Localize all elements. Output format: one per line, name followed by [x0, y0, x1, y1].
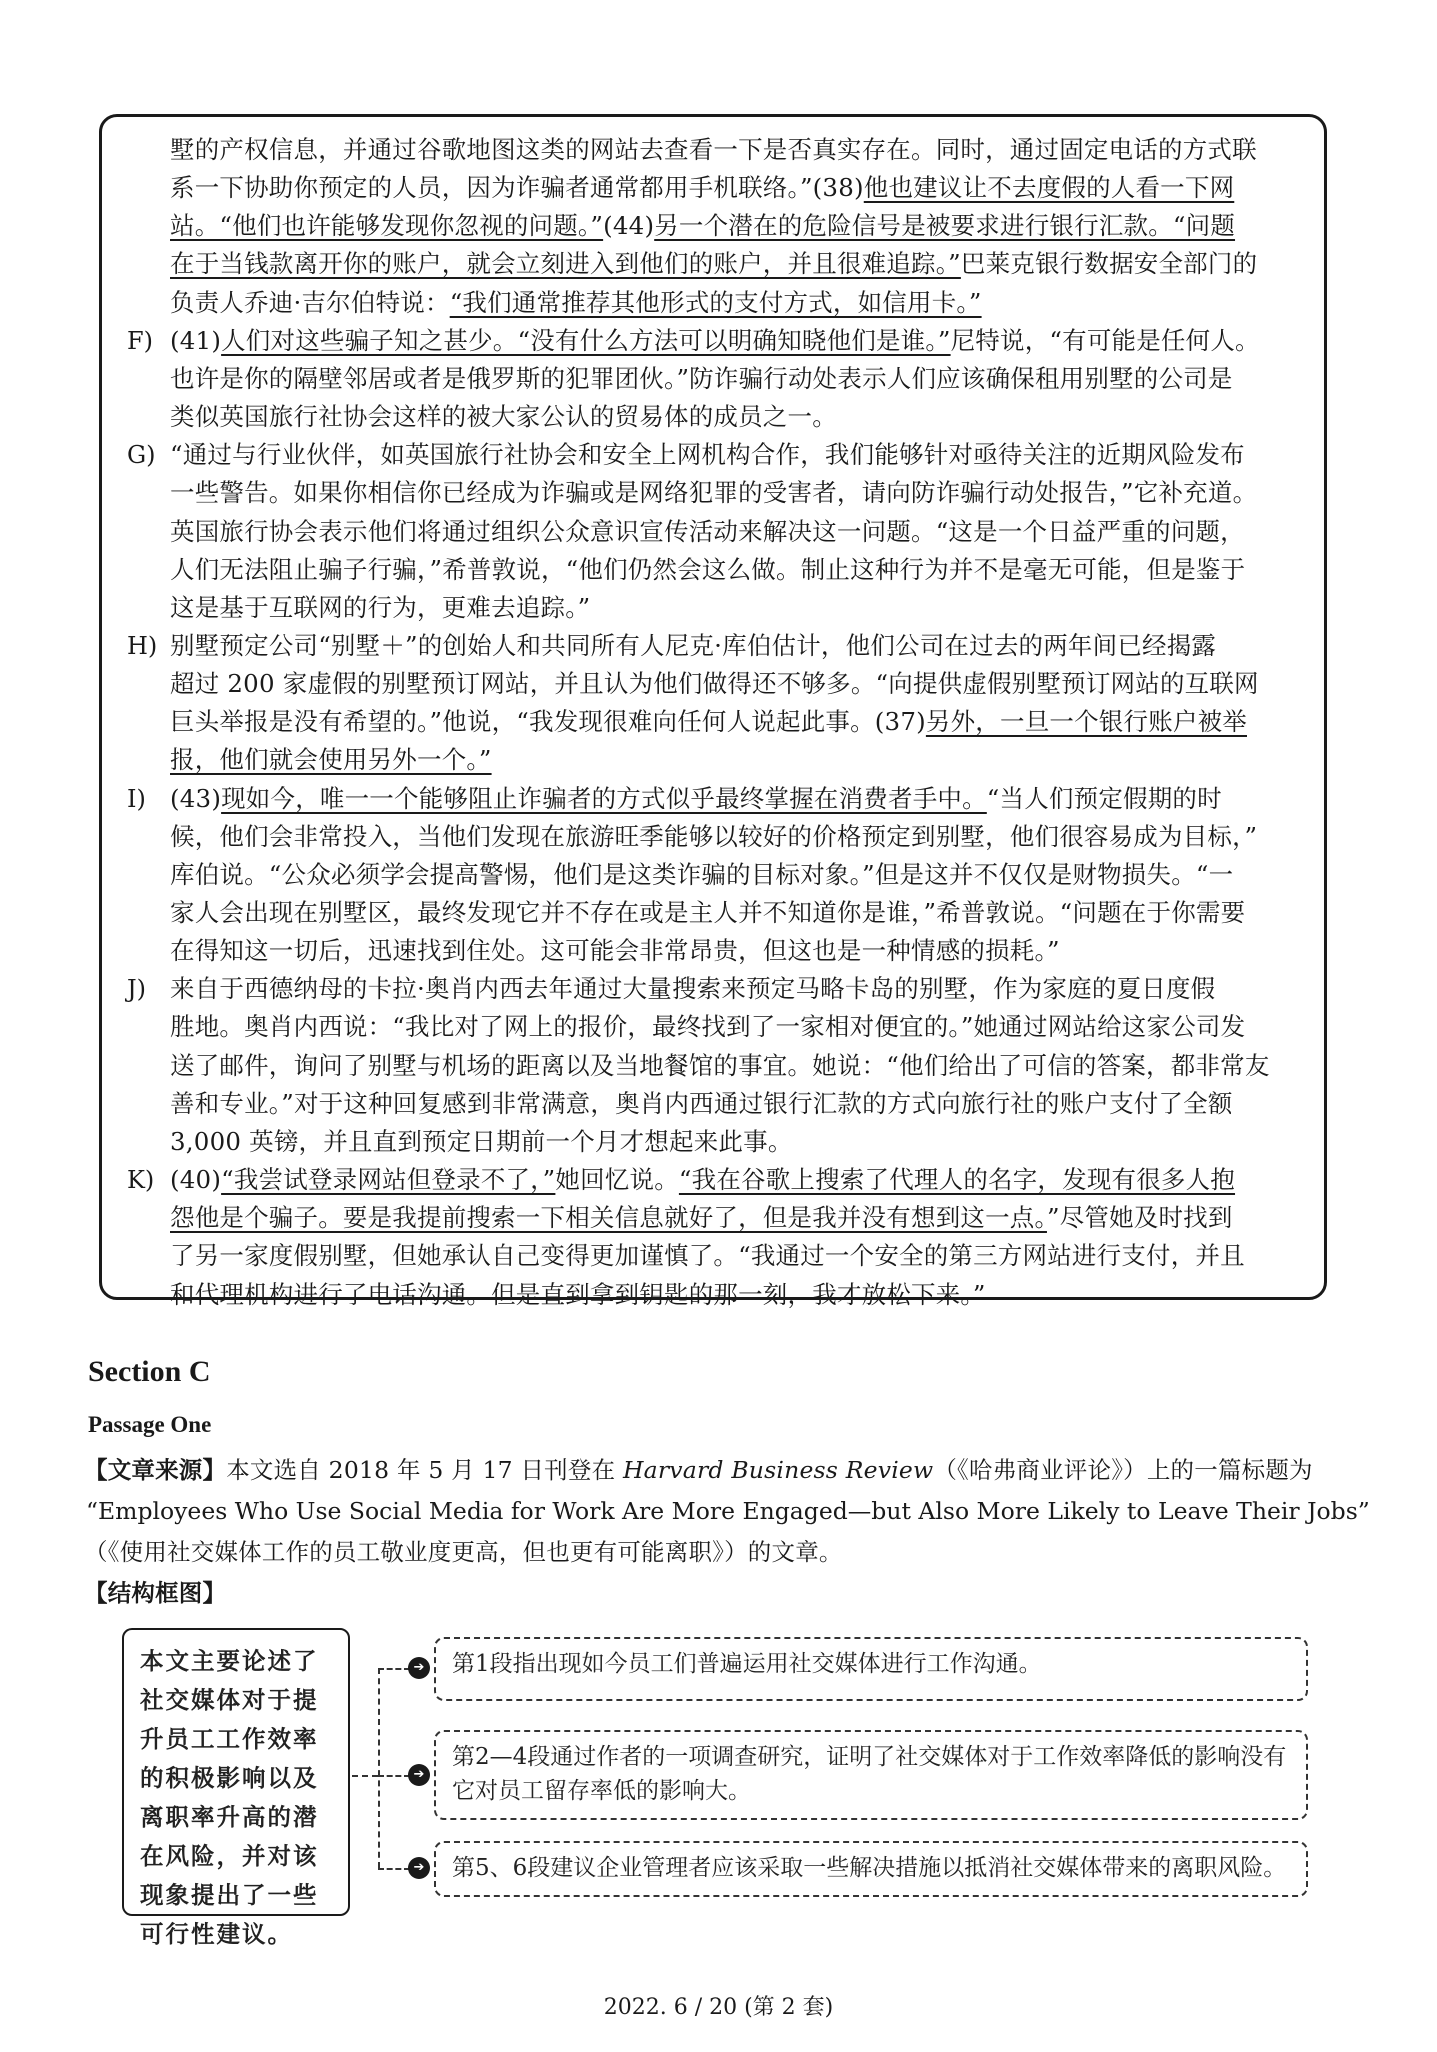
text-segment: 英国旅行协会表示他们将通过组织公众意识宣传活动来解决这一问题。“这是一个日益严重的问题，: [170, 517, 1245, 546]
connector-3: [378, 1868, 410, 1870]
passage-line: [170, 1202, 1233, 1234]
passage-line: [170, 248, 1257, 280]
text-segment: 在得知这一切后，迅速找到住处。这可能会非常昂贵，但这也是一种情感的损耗。”: [170, 936, 1060, 965]
passage-line: [170, 363, 1233, 395]
text-segment: 别墅预定公司“别墅＋”的创始人和共同所有人尼克·库伯估计，他们公司在过去的两年间已经揭露: [170, 631, 1217, 660]
source-line-3: （《使用社交媒体工作的员工敬业度更高，但也更有可能离职》）的文章。: [84, 1538, 843, 1566]
passage-line: [170, 668, 1259, 700]
paragraph-label: K): [127, 1166, 155, 1194]
underlined-answer-text: 现如今，唯一一个能够阻止诈骗者的方式似乎最终掌握在消费者手中。: [221, 784, 987, 813]
text-segment: 也许是你的隔壁邻居或者是俄罗斯的犯罪团伙。”防诈骗行动处表示人们应该确保租用别墅的公司是: [170, 364, 1233, 393]
text-segment: 负责人乔迪·吉尔伯特说：: [170, 288, 450, 317]
passage-line: [170, 1126, 793, 1158]
passage-line: [170, 516, 1245, 548]
text-segment: 3,000 英镑，并且直到预定日期前一个月才想起来此事。: [170, 1127, 793, 1156]
passage-line: [170, 439, 1245, 471]
passage-line: [170, 1164, 1235, 1196]
connector-vertical: [378, 1668, 380, 1868]
underlined-answer-text: 另外，一旦一个银行账户被举: [925, 707, 1247, 736]
passage-line: [170, 1011, 1245, 1043]
text-segment: 库伯说。“公众必须学会提高警惕，他们是这类诈骗的目标对象。”但是这并不仅仅是财物损失。“一: [170, 860, 1234, 889]
passage-line: [170, 1240, 1245, 1272]
text-segment: 系一下协助你预定的人员，因为诈骗者通常都用手机联络。”(38): [170, 173, 864, 202]
passage-line: [170, 287, 982, 319]
text-segment: (44): [603, 211, 655, 240]
text-segment: 这是基于互联网的行为，更难去追踪。”: [170, 593, 591, 622]
underlined-answer-text: 站。“他们也许能够发现你忽视的问题。”: [170, 211, 604, 240]
underlined-answer-text: “我在谷歌上搜索了代理人的名字，发现有很多人抱: [678, 1165, 1236, 1194]
text-segment: 一些警告。如果你相信你已经成为诈骗或是网络犯罪的受害者，请向防诈骗行动处报告，”它补充道。: [170, 478, 1258, 507]
underlined-answer-text: 怨他是个骗子。要是我提前搜索一下相关信息就好了，但是我并没有想到这一点。: [170, 1203, 1047, 1232]
page-footer: 2022. 6 / 20 (第 2 套): [603, 1995, 834, 2020]
source-line-1: [84, 1454, 1313, 1486]
text-segment: (40): [170, 1165, 222, 1194]
passage-line: [170, 630, 1216, 662]
passage-line: [170, 401, 837, 433]
text-segment: 和代理机构进行了电话沟通。但是直到拿到钥匙的那一刻，我才放松下来。”: [170, 1280, 986, 1309]
diagram-item-2: 第2—4段通过作者的一项调查研究，证明了社交媒体对于工作效率降低的影响没有它对员工留存率低的影响大。: [434, 1730, 1308, 1820]
source-text-1: 本文选自 2018 年 5 月 17 日刊登在: [226, 1456, 623, 1484]
text-segment: 类似英国旅行社协会这样的被大家公认的贸易体的成员之一。: [170, 402, 837, 431]
underlined-answer-text: 报，他们就会使用另外一个。”: [170, 745, 492, 774]
paragraph-label: H): [127, 632, 158, 660]
text-segment: (43): [170, 784, 222, 813]
text-segment: “当人们预定假期的时: [986, 784, 1222, 813]
underlined-answer-text: 人们对这些骗子知之甚少。“没有什么方法可以明确知晓他们是谁。”: [221, 326, 951, 355]
passage-line: [170, 1279, 986, 1311]
passage-line: [170, 706, 1247, 738]
text-segment: 她回忆说。: [555, 1165, 679, 1194]
text-segment: 巨头举报是没有希望的。”他说，“我发现很难向任何人说起此事。(37): [170, 707, 926, 736]
text-segment: 家人会出现在别墅区，最终发现它并不存在或是主人并不知道你是谁，”希普敦说。“问题在于你需要: [170, 898, 1246, 927]
paragraph-label: I): [127, 785, 146, 813]
passage-line: [170, 1050, 1270, 1082]
passage-line: [170, 592, 590, 624]
passage-line: [170, 821, 1257, 853]
text-segment: 尼特说，“有可能是任何人。: [950, 326, 1260, 355]
text-segment: 了另一家度假别墅，但她承认自己变得更加谨慎了。“我通过一个安全的第三方网站进行支付，并且: [170, 1241, 1245, 1270]
passage-line: [170, 172, 1234, 204]
arrow-right-icon: ➔: [408, 1857, 430, 1879]
text-segment: 善和专业。”对于这种回复感到非常满意，奥肖内西通过银行汇款的方式向旅行社的账户支付了全额: [170, 1089, 1233, 1118]
text-segment: 墅的产权信息，并通过谷歌地图这类的网站去查看一下是否真实存在。同时，通过固定电话的方式联: [170, 135, 1257, 164]
passage-line: [170, 783, 1222, 815]
passage-line: [170, 859, 1233, 891]
passage-line: [170, 134, 1257, 166]
connector-2: [378, 1775, 410, 1777]
paragraph-label: J): [127, 975, 146, 1003]
paragraph-label: F): [127, 327, 154, 355]
underlined-answer-text: 另一个潜在的危险信号是被要求进行银行汇款。“问题: [654, 211, 1236, 240]
text-segment: 来自于西德纳母的卡拉·奥肖内西去年通过大量搜索来预定马略卡岛的别墅，作为家庭的夏日度假: [170, 974, 1216, 1003]
underlined-answer-text: “我们通常推荐其他形式的支付方式，如信用卡。”: [449, 288, 982, 317]
diagram-item-3: 第5、6段建议企业管理者应该采取一些解决措施以抵消社交媒体带来的离职风险。: [434, 1841, 1308, 1897]
source-italic: Harvard Business Review: [622, 1456, 934, 1484]
summary-box: 本文主要论述了社交媒体对于提升员工工作效率的积极影响以及离职率升高的潜在风险，并对该现象提出了一些可行性建议。: [122, 1628, 350, 1916]
text-segment: 候，他们会非常投入，当他们发现在旅游旺季能够以较好的价格预定到别墅，他们很容易成为目标，”: [170, 822, 1258, 851]
source-tag: 【文章来源】: [84, 1456, 227, 1484]
underlined-answer-text: 他也建议让不去度假的人看一下网: [863, 173, 1235, 202]
passage-line: [170, 744, 492, 776]
text-segment: 胜地。奥肖内西说：“我比对了网上的报价，最终找到了一家相对便宜的。”她通过网站给这家公司发: [170, 1012, 1246, 1041]
diagram-item-1: 第1段指出现如今员工们普遍运用社交媒体进行工作沟通。: [434, 1637, 1308, 1701]
passage-title: Passage One: [88, 1412, 212, 1437]
underlined-answer-text: 在于当钱款离开你的账户，就会立刻进入到他们的账户，并且很难追踪。”: [170, 249, 961, 278]
passage-line: [170, 210, 1235, 242]
passage-line: [170, 897, 1245, 929]
framework-tag: 【结构框图】: [84, 1579, 227, 1607]
passage-line: [170, 477, 1257, 509]
section-title: Section C: [88, 1355, 211, 1388]
passage-line: [170, 973, 1215, 1005]
passage-line: [170, 935, 1060, 967]
connector-1: [378, 1668, 410, 1670]
passage-line: [170, 554, 1245, 586]
underlined-answer-text: “我尝试登录网站但登录不了，”: [221, 1165, 556, 1194]
text-segment: ”尽管她及时找到: [1046, 1203, 1233, 1232]
text-segment: (41): [170, 326, 222, 355]
text-segment: 巴莱克银行数据安全部门的: [960, 249, 1258, 278]
arrow-right-icon: ➔: [408, 1657, 430, 1679]
connector-root: [352, 1775, 378, 1777]
text-segment: 人们无法阻止骗子行骗，”希普敦说，“他们仍然会这么做。制止这种行为并不是毫无可能，但是鉴于: [170, 555, 1246, 584]
paragraph-label: G): [127, 441, 156, 469]
passage-line: [170, 325, 1260, 357]
text-segment: 送了邮件，询问了别墅与机场的距离以及当地餐馆的事宜。她说：“他们给出了可信的答案，都非常友: [170, 1051, 1270, 1080]
source-line-2: “Employees Who Use Social Media for Work Are More Engaged—but Also More Likely to Leave Their Jobs”: [86, 1497, 1370, 1525]
passage-line: [170, 1088, 1233, 1120]
text-segment: “通过与行业伙伴，如英国旅行社协会和安全上网机构合作，我们能够针对亟待关注的近期风险发布: [170, 440, 1245, 469]
arrow-right-icon: ➔: [408, 1764, 430, 1786]
text-segment: 超过 200 家虚假的别墅预订网站，并且认为他们做得还不够多。“向提供虚假别墅预订网站的互联网: [170, 669, 1259, 698]
source-text-2: （《哈弗商业评论》）上的一篇标题为: [933, 1456, 1313, 1484]
